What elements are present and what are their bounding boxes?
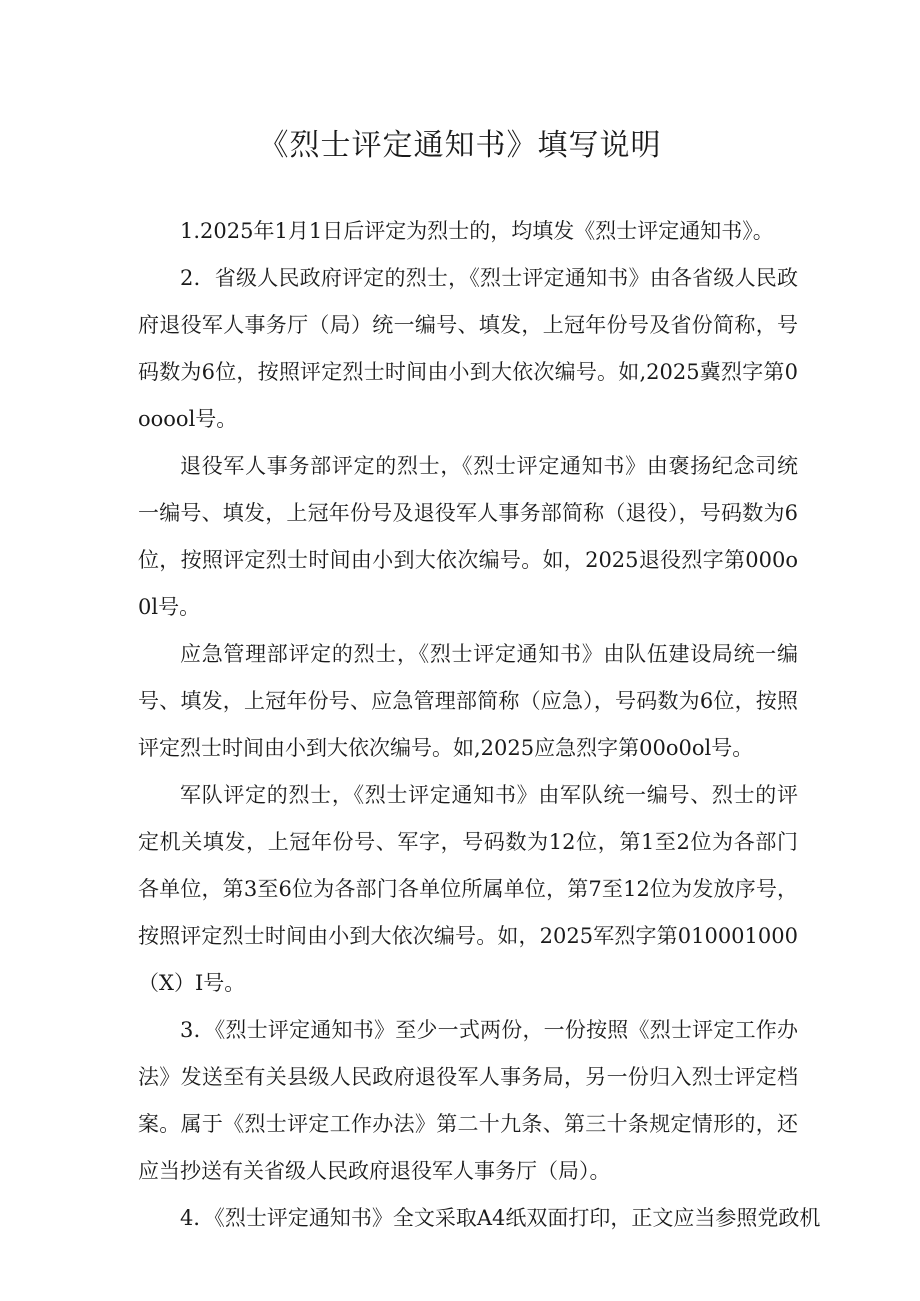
paragraph-item-3: 3．《烈士评定通知书》至少一式两份，一份按照《烈士评定工作办法》发送至有关县级人民政府退役军人事务局，另一份归入烈士评定档案。属于《烈士评定工作办法》第二十九条、第三十条规定情形的，还应当抄送有关省级人民政府退役军人事务厅（局）。 — [138, 1018, 798, 1183]
document-title: 《烈士评定通知书》填写说明 — [258, 128, 662, 163]
paragraph-item-1: 1.2025年1月1日后评定为烈士的，均填发《烈士评定通知书》。 — [180, 219, 774, 243]
document-body — [138, 208, 821, 1242]
paragraph-military: 军队评定的烈士，《烈士评定通知书》由军队统一编号、烈士的评定机关填发，上冠年份号、军字，号码数为12位，第1至2位为各部门各单位，第3至6位为各部门各单位所属单位，第7至12位为发放序号，按照评定烈士时间由小到大依次编号。如，2025军烈字第010001000（X）I号。 — [138, 783, 798, 995]
paragraph-item-2: 2．省级人民政府评定的烈士，《烈士评定通知书》由各省级人民政府退役军人事务厅（局）统一编号、填发，上冠年份号及省份简称，号码数为6位，按照评定烈士时间由小到大依次编号。如,2025冀烈字第0ooool号。 — [138, 266, 798, 431]
paragraph-emergency-ministry: 应急管理部评定的烈士，《烈士评定通知书》由队伍建设局统一编号、填发，上冠年份号、应急管理部简称（应急），号码数为6位，按照评定烈士时间由小到大依次编号。如,2025应急烈字第00o0ol号。 — [138, 642, 798, 760]
paragraph-veterans-ministry: 退役军人事务部评定的烈士，《烈士评定通知书》由褒扬纪念司统一编号、填发，上冠年份号及退役军人事务部简称（退役），号码数为6位，按照评定烈士时间由小到大依次编号。如，2025退役烈字第000o0l号。 — [138, 454, 798, 619]
paragraph-item-4: 4．《烈士评定通知书》全文采取A4纸双面打印，正文应当参照党政机 — [180, 1206, 821, 1230]
